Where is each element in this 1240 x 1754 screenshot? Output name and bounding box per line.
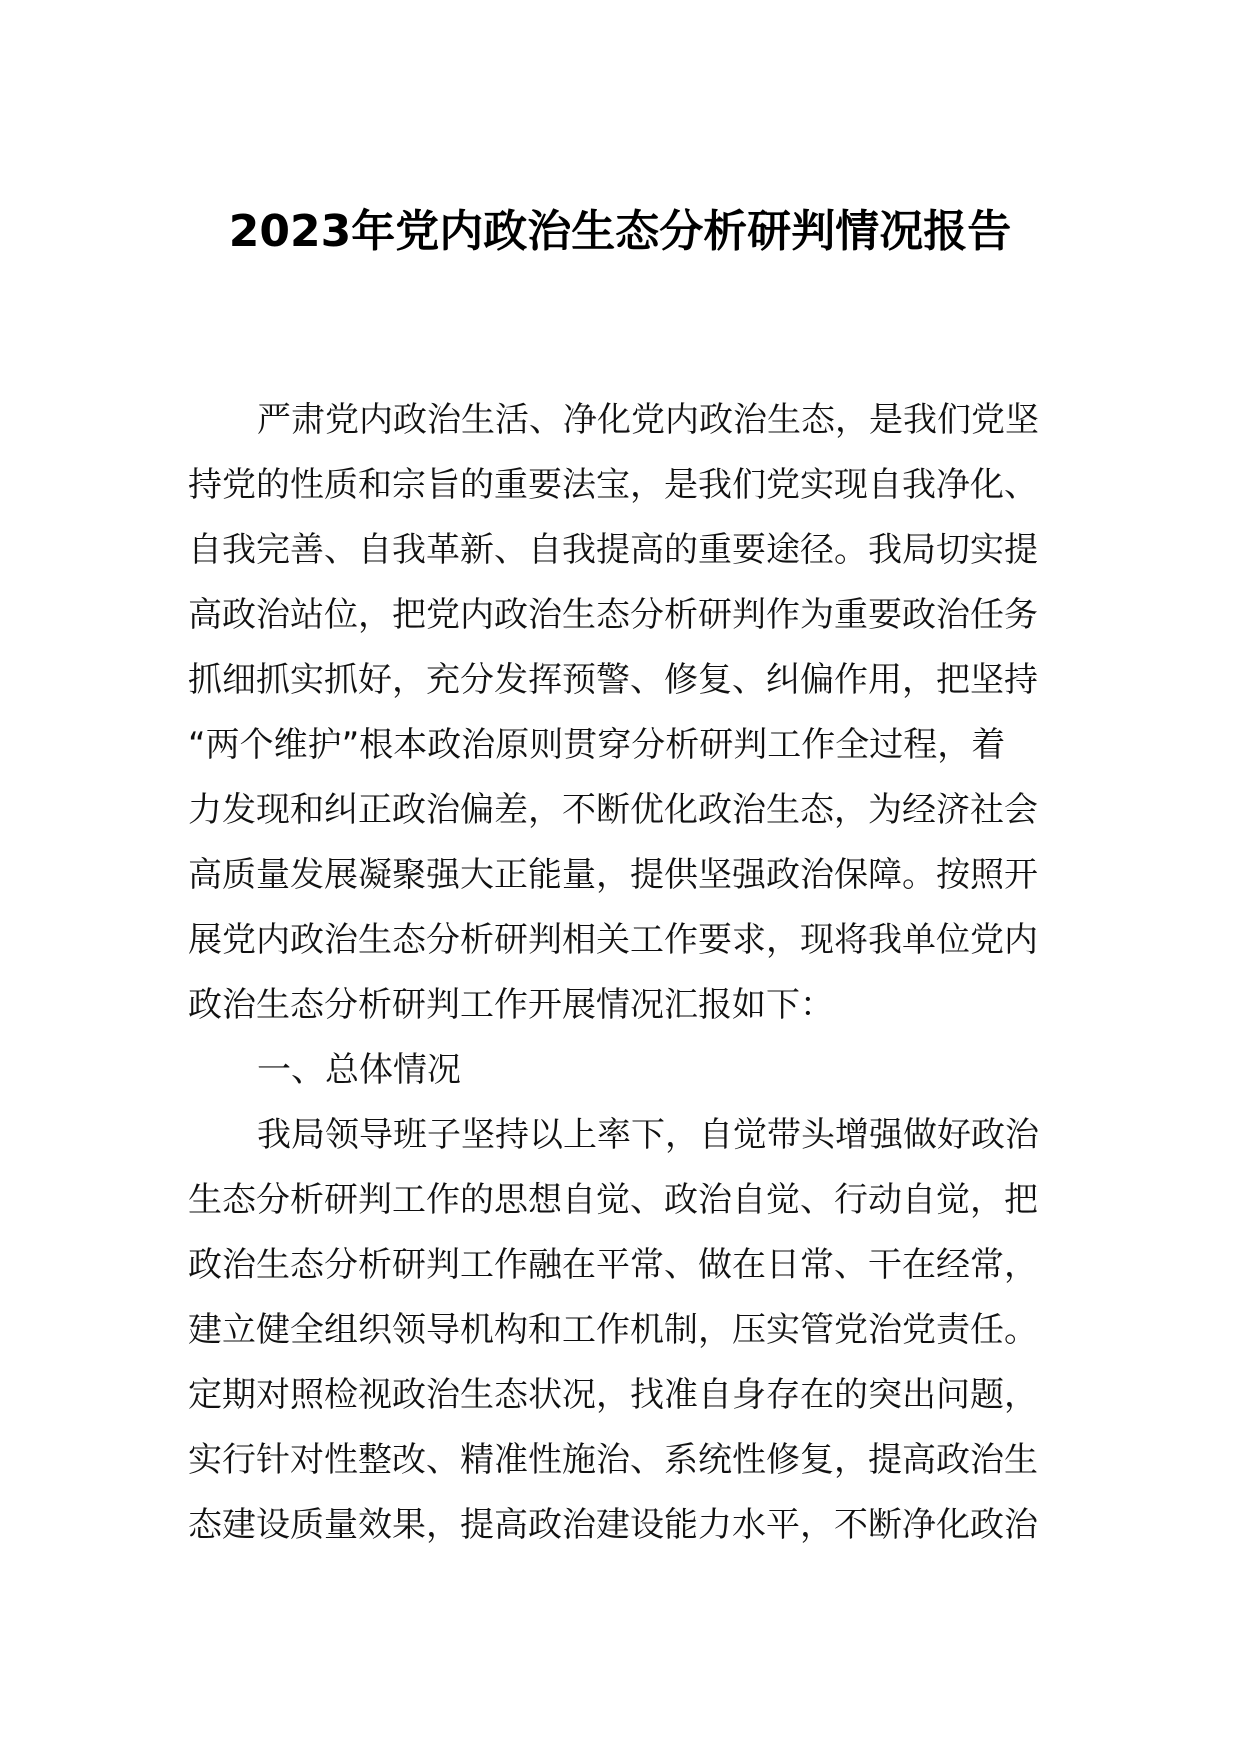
text-line: 我局领导班子坚持以上率下，自觉带头增强做好政治	[257, 1115, 1039, 1155]
text-line: 展党内政治生态分析研判相关工作要求，现将我单位党内	[188, 920, 1038, 960]
document-body	[188, 388, 1054, 1558]
text-line: 实行针对性整改、精准性施治、系统性修复，提高政治生	[188, 1440, 1038, 1480]
text-line: 自我完善、自我革新、自我提高的重要途径。我局切实提	[188, 530, 1038, 570]
document-title: 2023年党内政治生态分析研判情况报告	[228, 206, 1012, 257]
text-line: 政治生态分析研判工作开展情况汇报如下：	[188, 985, 834, 1025]
text-line: 生态分析研判工作的思想自觉、政治自觉、行动自觉，把	[188, 1180, 1038, 1220]
text-line: 高质量发展凝聚强大正能量，提供坚强政治保障。按照开	[188, 855, 1038, 895]
text-line: 力发现和纠正政治偏差，不断优化政治生态，为经济社会	[188, 790, 1038, 830]
text-line: 定期对照检视政治生态状况，找准自身存在的突出问题，	[188, 1375, 1038, 1415]
text-line: 抓细抓实抓好，充分发挥预警、修复、纠偏作用，把坚持	[188, 660, 1038, 700]
text-line: 态建设质量效果，提高政治建设能力水平，不断净化政治	[188, 1505, 1038, 1545]
text-line: 政治生态分析研判工作融在平常、做在日常、干在经常，	[188, 1245, 1038, 1285]
text-line: 高政治站位，把党内政治生态分析研判作为重要政治任务	[188, 595, 1038, 635]
text-line: 持党的性质和宗旨的重要法宝，是我们党实现自我净化、	[188, 465, 1038, 505]
text-line: 建立健全组织领导机构和工作机制，压实管党治党责任。	[188, 1310, 1038, 1350]
text-line: 严肃党内政治生活、净化党内政治生态，是我们党坚	[257, 400, 1039, 440]
text-line: 一、总体情况	[257, 1050, 461, 1090]
text-line: “两个维护”根本政治原则贯穿分析研判工作全过程，着	[188, 725, 1006, 765]
